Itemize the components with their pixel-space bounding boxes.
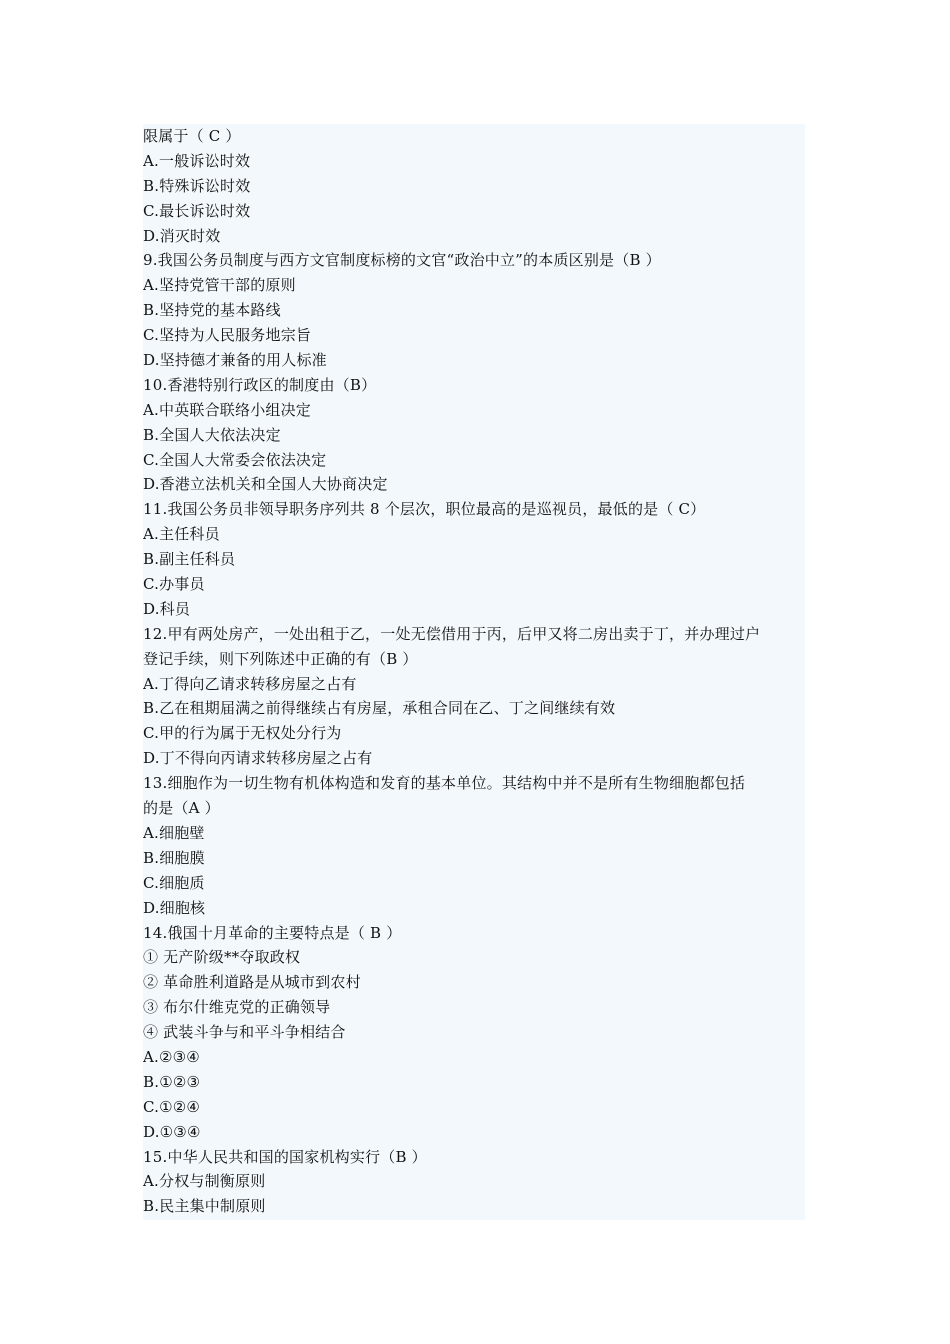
document-line: C.①②④ xyxy=(143,1097,201,1116)
document-line: A.一般诉讼时效 xyxy=(143,151,251,170)
document-line: C.细胞质 xyxy=(143,873,205,892)
document-line: D.细胞核 xyxy=(143,898,206,917)
document-line: B.特殊诉讼时效 xyxy=(143,176,251,195)
document-line: B.民主集中制原则 xyxy=(143,1197,266,1216)
document-line: C.全国人大常委会依法决定 xyxy=(143,450,327,469)
document-line: C.最长诉讼时效 xyxy=(143,201,251,220)
document-line: A.主任科员 xyxy=(143,525,220,544)
document-line: C.办事员 xyxy=(143,575,205,594)
document-line: A.坚持党管干部的原则 xyxy=(143,276,296,295)
document-line: D.消灭时效 xyxy=(143,226,221,245)
document-line: D.丁不得向丙请求转移房屋之占有 xyxy=(143,749,373,768)
document-line: A.细胞壁 xyxy=(143,823,205,842)
document-line: ③ 布尔什维克党的正确领导 xyxy=(143,998,331,1017)
document-text-block xyxy=(143,124,805,1220)
document-line: B.①②③ xyxy=(143,1072,201,1091)
document-line: 的是（A ） xyxy=(143,799,220,818)
document-line: 11.我国公务员非领导职务序列共 8 个层次，职位最高的是巡视员，最低的是（ C） xyxy=(143,500,706,519)
document-line: D.①③④ xyxy=(143,1122,201,1141)
document-line: 限属于（ C ） xyxy=(143,127,241,145)
document-line: 10.香港特别行政区的制度由（B） xyxy=(143,375,377,394)
document-line: 13.细胞作为一切生物有机体构造和发育的基本单位。其结构中并不是所有生物细胞都包括 xyxy=(143,774,746,793)
document-line: D.科员 xyxy=(143,599,191,618)
document-line: 15.中华人民共和国的国家机构实行（B ） xyxy=(143,1147,427,1166)
document-line: A.中英联合联络小组决定 xyxy=(143,400,312,419)
document-line: A.②③④ xyxy=(143,1047,200,1066)
document-line: D.香港立法机关和全国人大协商决定 xyxy=(143,475,388,494)
document-line: A.丁得向乙请求转移房屋之占有 xyxy=(143,674,357,693)
document-line: 12.甲有两处房产，一处出租于乙，一处无偿借用于丙，后甲又将二房出卖于丁，并办理过户 xyxy=(143,624,761,643)
document-line: C.甲的行为属于无权处分行为 xyxy=(143,724,342,743)
document-line: ② 革命胜利道路是从城市到农村 xyxy=(143,973,361,992)
document-line: B.全国人大依法决定 xyxy=(143,425,281,444)
document-line: B.副主任科员 xyxy=(143,550,236,569)
document-line: ① 无产阶级**夺取政权 xyxy=(143,948,301,967)
document-line: 14.俄国十月革命的主要特点是（ B ） xyxy=(143,923,402,942)
document-line: D.坚持德才兼备的用人标准 xyxy=(143,351,327,370)
document-line: 9.我国公务员制度与西方文官制度标榜的文官“政治中立”的本质区别是（B ） xyxy=(143,251,661,270)
document-line: 登记手续，则下列陈述中正确的有（B ） xyxy=(143,649,418,668)
document-line: B.坚持党的基本路线 xyxy=(143,301,281,320)
document-line: ④ 武装斗争与和平斗争相结合 xyxy=(143,1023,346,1042)
document-line: B.细胞膜 xyxy=(143,848,205,867)
document-line: C.坚持为人民服务地宗旨 xyxy=(143,326,312,345)
document-line: B.乙在租期届满之前得继续占有房屋，承租合同在乙、丁之间继续有效 xyxy=(143,699,616,718)
document-line: A.分权与制衡原则 xyxy=(143,1172,266,1191)
